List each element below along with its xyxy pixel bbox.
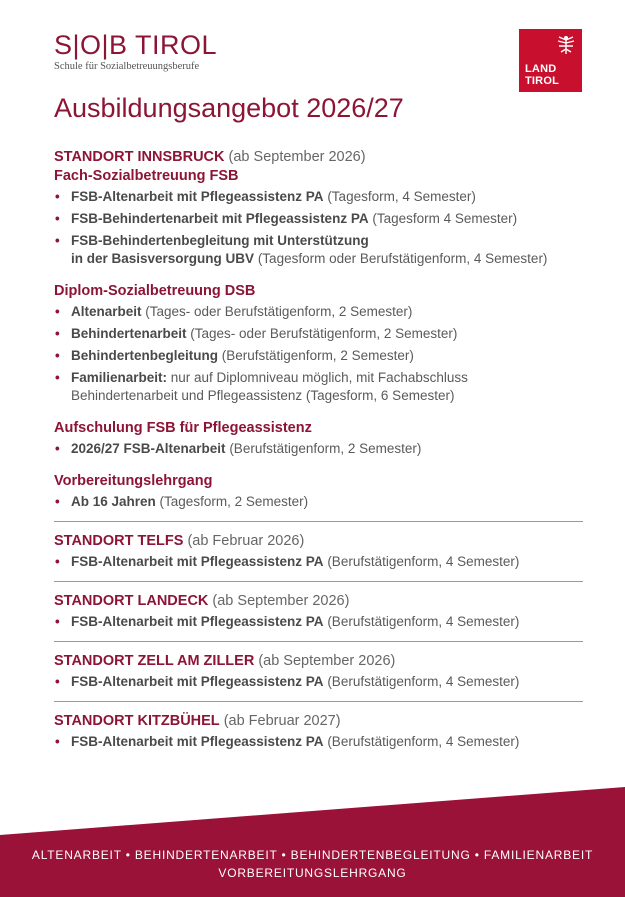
section-heading-aufschulung: Aufschulung FSB für Pflegeassistenz — [54, 420, 312, 436]
list-item: • FSB-Altenarbeit mit Pflegeassistenz PA (Tagesform, 4 Semester) — [54, 188, 583, 206]
divider — [54, 521, 583, 522]
vorbereitung-list — [54, 493, 583, 511]
list-item: • FSB-Altenarbeit mit Pflegeassistenz PA (Berufstätigenform, 4 Semester) — [54, 613, 583, 631]
landeck-list — [54, 613, 583, 631]
page-title: Ausbildungsangebot 2026/27 — [54, 93, 404, 123]
location-kitzbuehel — [54, 712, 583, 731]
footer-line-2: VORBEREITUNGSLEHRGANG — [218, 866, 407, 880]
dsb-list — [54, 303, 583, 405]
list-item: • FSB-Altenarbeit mit Pflegeassistenz PA (Berufstätigenform, 4 Semester) — [54, 733, 583, 751]
list-item: • FSB-Behindertenbegleitung mit Unterstützung in der Basisversorgung UBV (Tagesform oder Berufstätigenform, 4 Semester) — [54, 232, 583, 268]
telfs-list — [54, 553, 583, 571]
location-telfs — [54, 532, 583, 551]
location-name: STANDORT KITZBÜHEL — [54, 713, 220, 729]
kitzbuehel-list — [54, 733, 583, 751]
list-item: • FSB-Behindertenarbeit mit Pflegeassistenz PA (Tagesform 4 Semester) — [54, 210, 583, 228]
sob-tirol-logo — [54, 30, 217, 72]
section-heading-dsb: Diplom-Sozialbetreuung DSB — [54, 283, 256, 299]
main-content — [54, 148, 583, 755]
location-name: STANDORT ZELL AM ZILLER — [54, 653, 255, 669]
list-item: • Ab 16 Jahren (Tagesform, 2 Semester) — [54, 493, 583, 511]
list-item: • FSB-Altenarbeit mit Pflegeassistenz PA (Berufstätigenform, 4 Semester) — [54, 553, 583, 571]
location-name: STANDORT INNSBRUCK — [54, 149, 225, 165]
location-date: (ab September 2026) — [224, 149, 366, 165]
section-heading-fsb: Fach-Sozialbetreuung FSB — [54, 168, 239, 184]
aufschulung-list — [54, 440, 583, 458]
location-name: STANDORT LANDECK — [54, 593, 209, 609]
location-date: (ab Februar 2027) — [219, 713, 341, 729]
list-item: • FSB-Altenarbeit mit Pflegeassistenz PA (Berufstätigenform, 4 Semester) — [54, 673, 583, 691]
list-item: • Familienarbeit: nur auf Diplomniveau möglich, mit Fachabschluss Behindertenarbeit und Pflegeassistenz (Tagesform, 6 Semester) — [54, 369, 583, 405]
zell-list — [54, 673, 583, 691]
land-tirol-label: LAND TIROL — [525, 63, 559, 87]
divider — [54, 581, 583, 582]
location-zell-am-ziller — [54, 652, 583, 671]
divider — [54, 701, 583, 702]
divider — [54, 641, 583, 642]
list-item: • 2026/27 FSB-Altenarbeit (Berufstätigenform, 2 Semester) — [54, 440, 583, 458]
fsb-list — [54, 188, 583, 268]
footer-line-1: ALTENARBEIT • BEHINDERTENARBEIT • BEHINDERTENBEGLEITUNG • FAMILIENARBEIT — [31, 848, 594, 862]
location-name: STANDORT TELFS — [54, 533, 184, 549]
footer-band — [0, 787, 625, 897]
location-date: (ab September 2026) — [208, 593, 350, 609]
list-item: • Behindertenarbeit (Tages- oder Berufstätigenform, 2 Semester) — [54, 325, 583, 343]
location-landeck — [54, 592, 583, 611]
logo-subtitle: Schule für Sozialbetreuungsberufe — [54, 61, 200, 72]
list-item: • Behindertenbegleitung (Berufstätigenform, 2 Semester) — [54, 347, 583, 365]
location-innsbruck — [54, 148, 583, 167]
location-date: (ab September 2026) — [254, 653, 396, 669]
list-item: • Altenarbeit (Tages- oder Berufstätigenform, 2 Semester) — [54, 303, 583, 321]
land-tirol-logo — [519, 29, 582, 92]
eagle-icon — [555, 34, 577, 56]
logo-main-text: S|O|B TIROL — [54, 30, 218, 60]
location-date: (ab Februar 2026) — [183, 533, 305, 549]
section-heading-vorbereitung: Vorbereitungslehrgang — [54, 473, 213, 489]
